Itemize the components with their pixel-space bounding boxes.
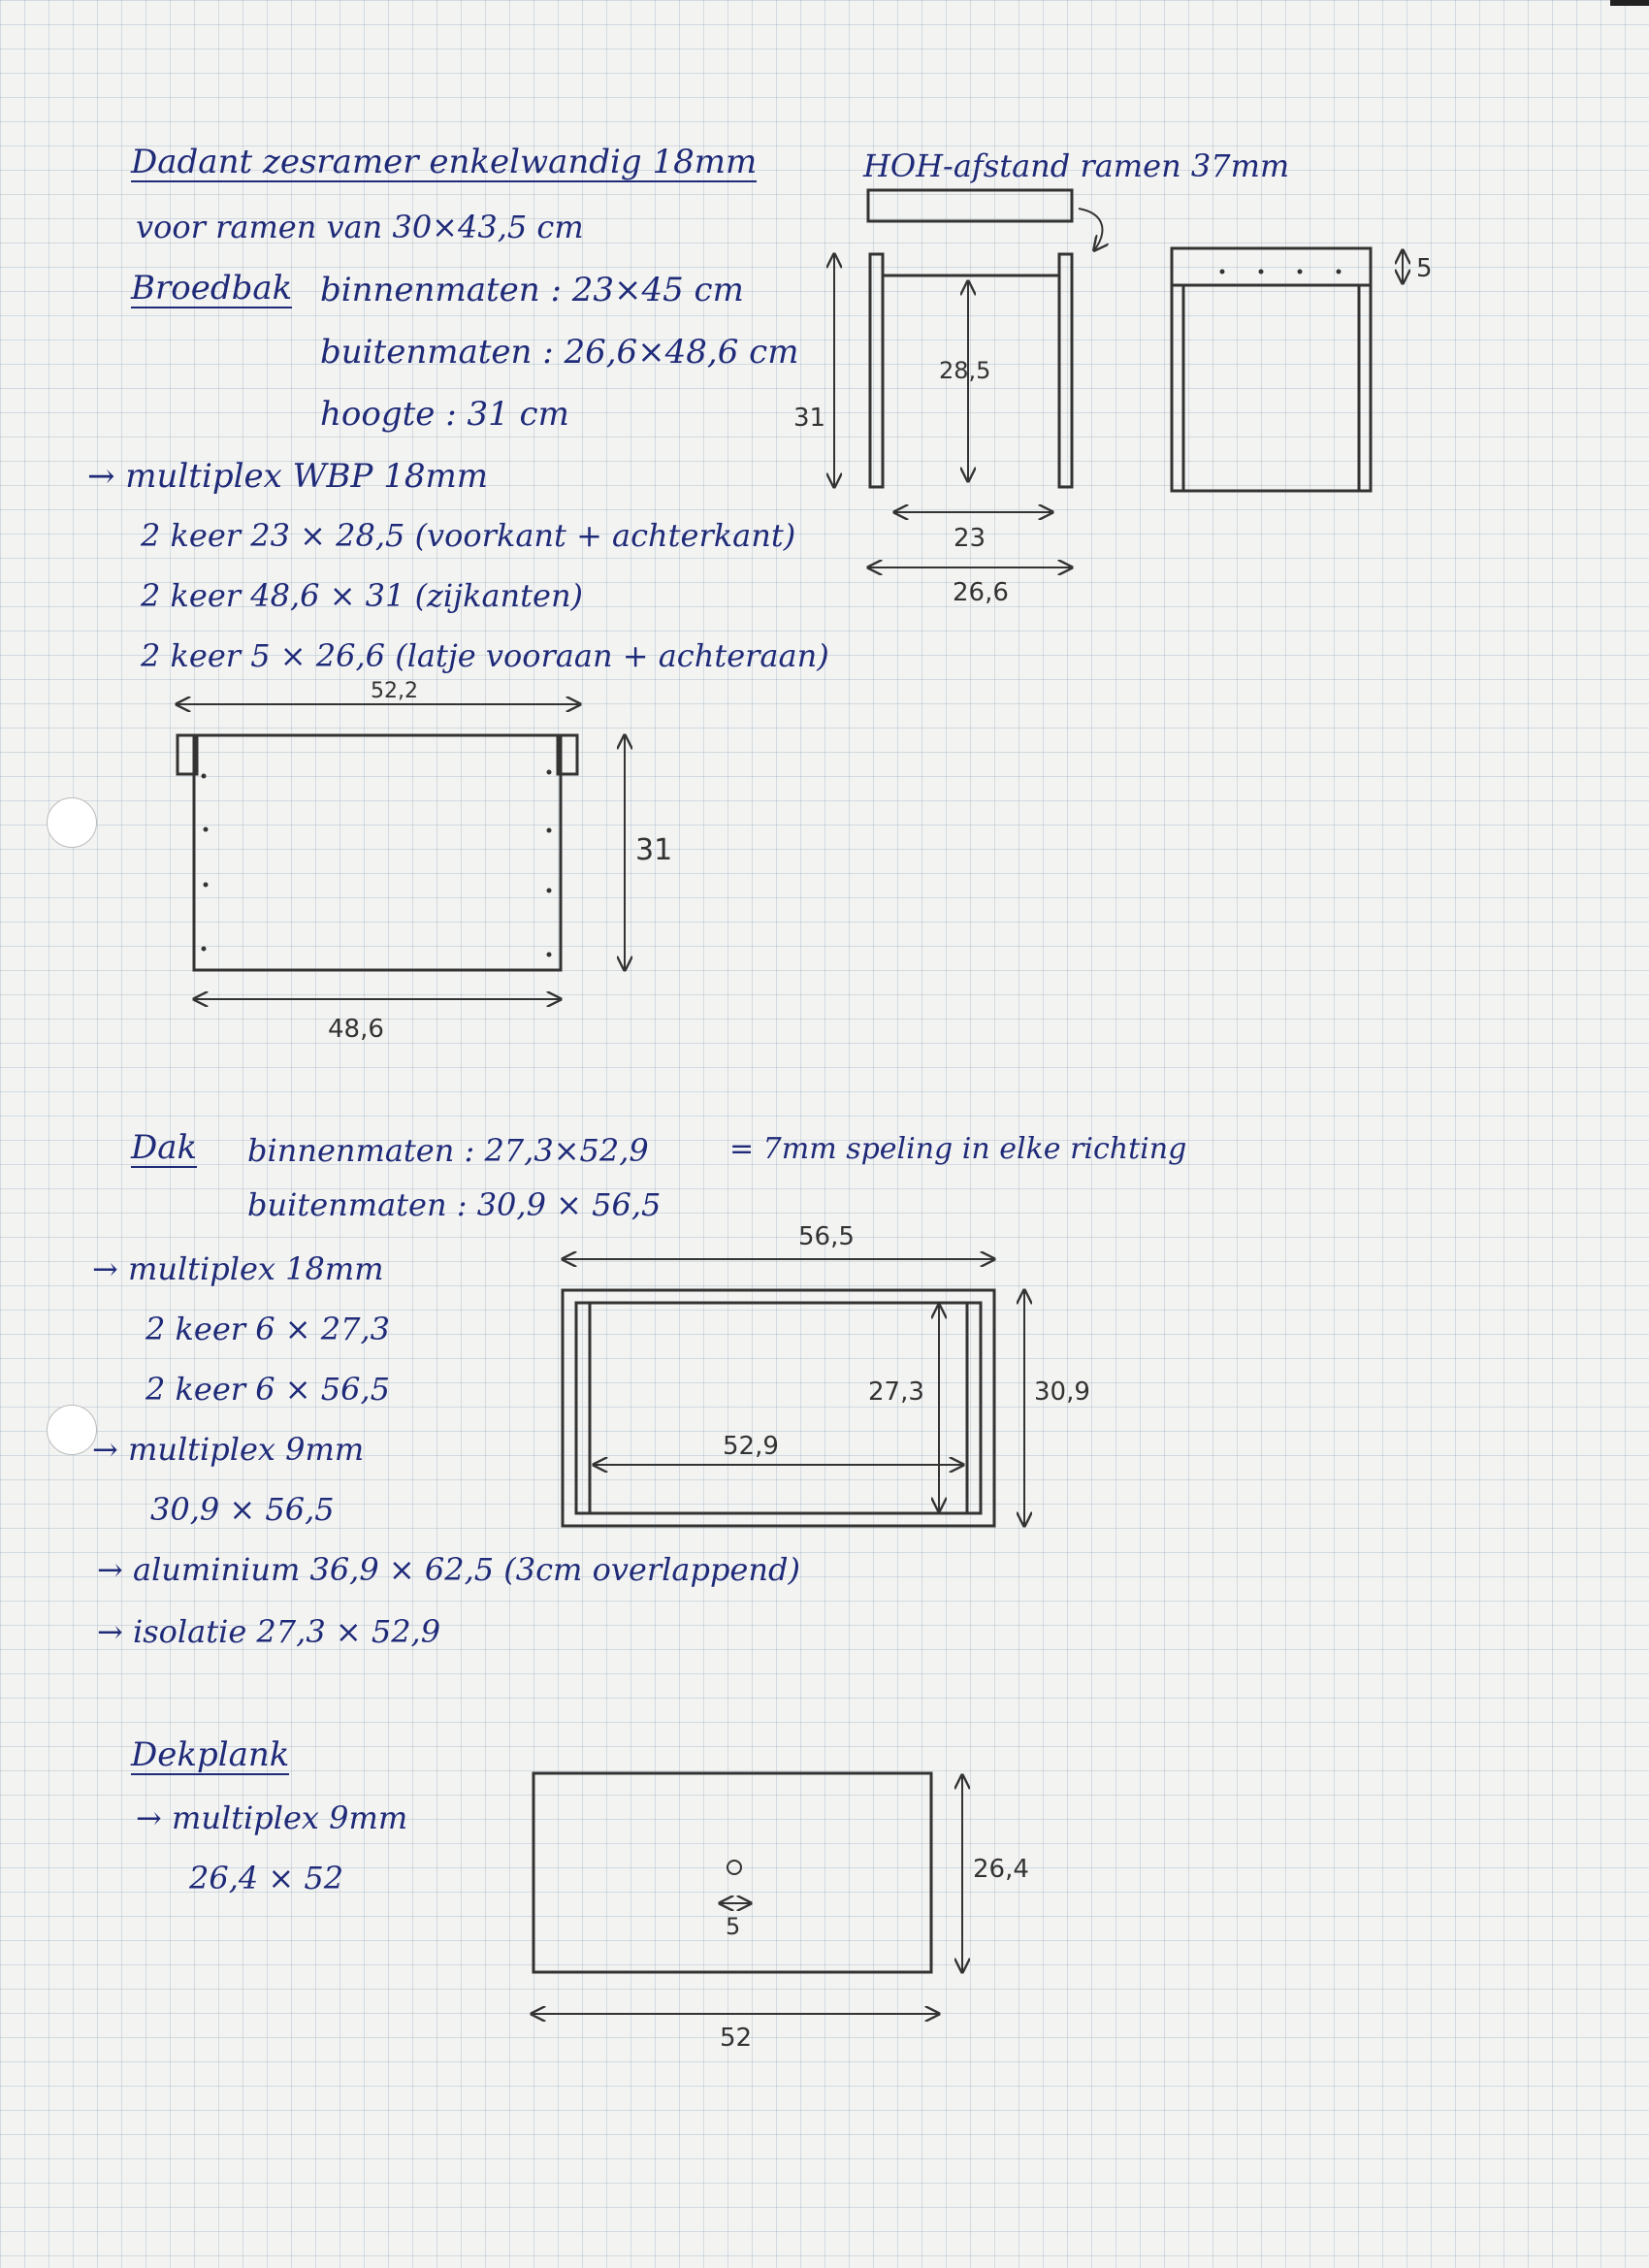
broedbak-hoogte: hoogte : 31 cm: [320, 395, 569, 434]
broedbak-buitenmaten: buitenmaten : 26,6×48,6 cm: [320, 333, 799, 372]
dekplank-material: → multiplex 9mm: [136, 1799, 408, 1836]
front-outer-width-label: 26,6: [953, 578, 1009, 607]
dak-line-6: → aluminium 36,9 × 62,5 (3cm overlappend): [97, 1551, 800, 1588]
page-title: Dadant zesramer enkelwandig 18mm: [131, 143, 758, 181]
dekplank-size: 26,4 × 52: [189, 1860, 344, 1896]
roof-inner-width-label: 52,9: [723, 1432, 779, 1461]
roof-inner-height-label: 27,3: [868, 1377, 924, 1407]
dekplank-label: Dekplank: [131, 1735, 290, 1774]
roof-drawing: [563, 1259, 1024, 1526]
dak-line-3: 2 keer 6 × 56,5: [146, 1371, 391, 1408]
front-height-label: 31: [793, 404, 826, 433]
dekplank-height-label: 26,4: [973, 1855, 1029, 1884]
dak-line-1: → multiplex 18mm: [92, 1250, 384, 1287]
screw-dots: [202, 770, 552, 957]
side-top-label: 52,2: [371, 679, 418, 703]
dekplank-hole-label: 5: [726, 1913, 741, 1940]
side-height-label: 31: [635, 833, 673, 867]
frame-size-note: voor ramen van 30×43,5 cm: [136, 209, 584, 245]
front-inner-height-label: 28,5: [939, 357, 991, 384]
broedbak-binnenmaten: binnenmaten : 23×45 cm: [320, 271, 744, 309]
dak-buitenmaten: buitenmaten : 30,9 × 56,5: [247, 1186, 662, 1223]
broedbak-cut-1: 2 keer 23 × 28,5 (voorkant + achterkant): [141, 517, 796, 554]
roof-outer-height-label: 30,9: [1034, 1377, 1090, 1407]
broedbak-material: → multiplex WBP 18mm: [87, 457, 488, 496]
dak-binnenmaten: binnenmaten : 27,3×52,9: [247, 1132, 649, 1169]
front-view-top-bar-drawing: [1172, 248, 1403, 491]
dak-speling: = 7mm speling in elke richting: [729, 1132, 1187, 1166]
lat-dots: [1220, 270, 1342, 275]
dak-line-7: → isolatie 27,3 × 52,9: [97, 1613, 441, 1650]
broedbak-cut-3: 2 keer 5 × 26,6 (latje vooraan + achteraan): [141, 637, 829, 674]
dekplank-width-label: 52: [720, 2024, 753, 2053]
hoh-note: HOH-afstand ramen 37mm: [863, 147, 1290, 184]
dak-label: Dak: [131, 1128, 198, 1167]
dak-line-2: 2 keer 6 × 27,3: [146, 1311, 391, 1347]
broedbak-cut-2: 2 keer 48,6 × 31 (zijkanten): [141, 577, 584, 614]
broedbak-label: Broedbak: [131, 269, 293, 308]
lat-height-label: 5: [1416, 254, 1433, 283]
side-view-drawing: [177, 704, 625, 999]
side-bottom-label: 48,6: [328, 1015, 384, 1044]
front-inner-width-label: 23: [954, 524, 986, 553]
dak-line-5: 30,9 × 56,5: [150, 1491, 335, 1528]
dekplank-drawing: [532, 1773, 962, 2014]
roof-top-label: 56,5: [798, 1222, 855, 1251]
dak-line-4: → multiplex 9mm: [92, 1431, 365, 1468]
